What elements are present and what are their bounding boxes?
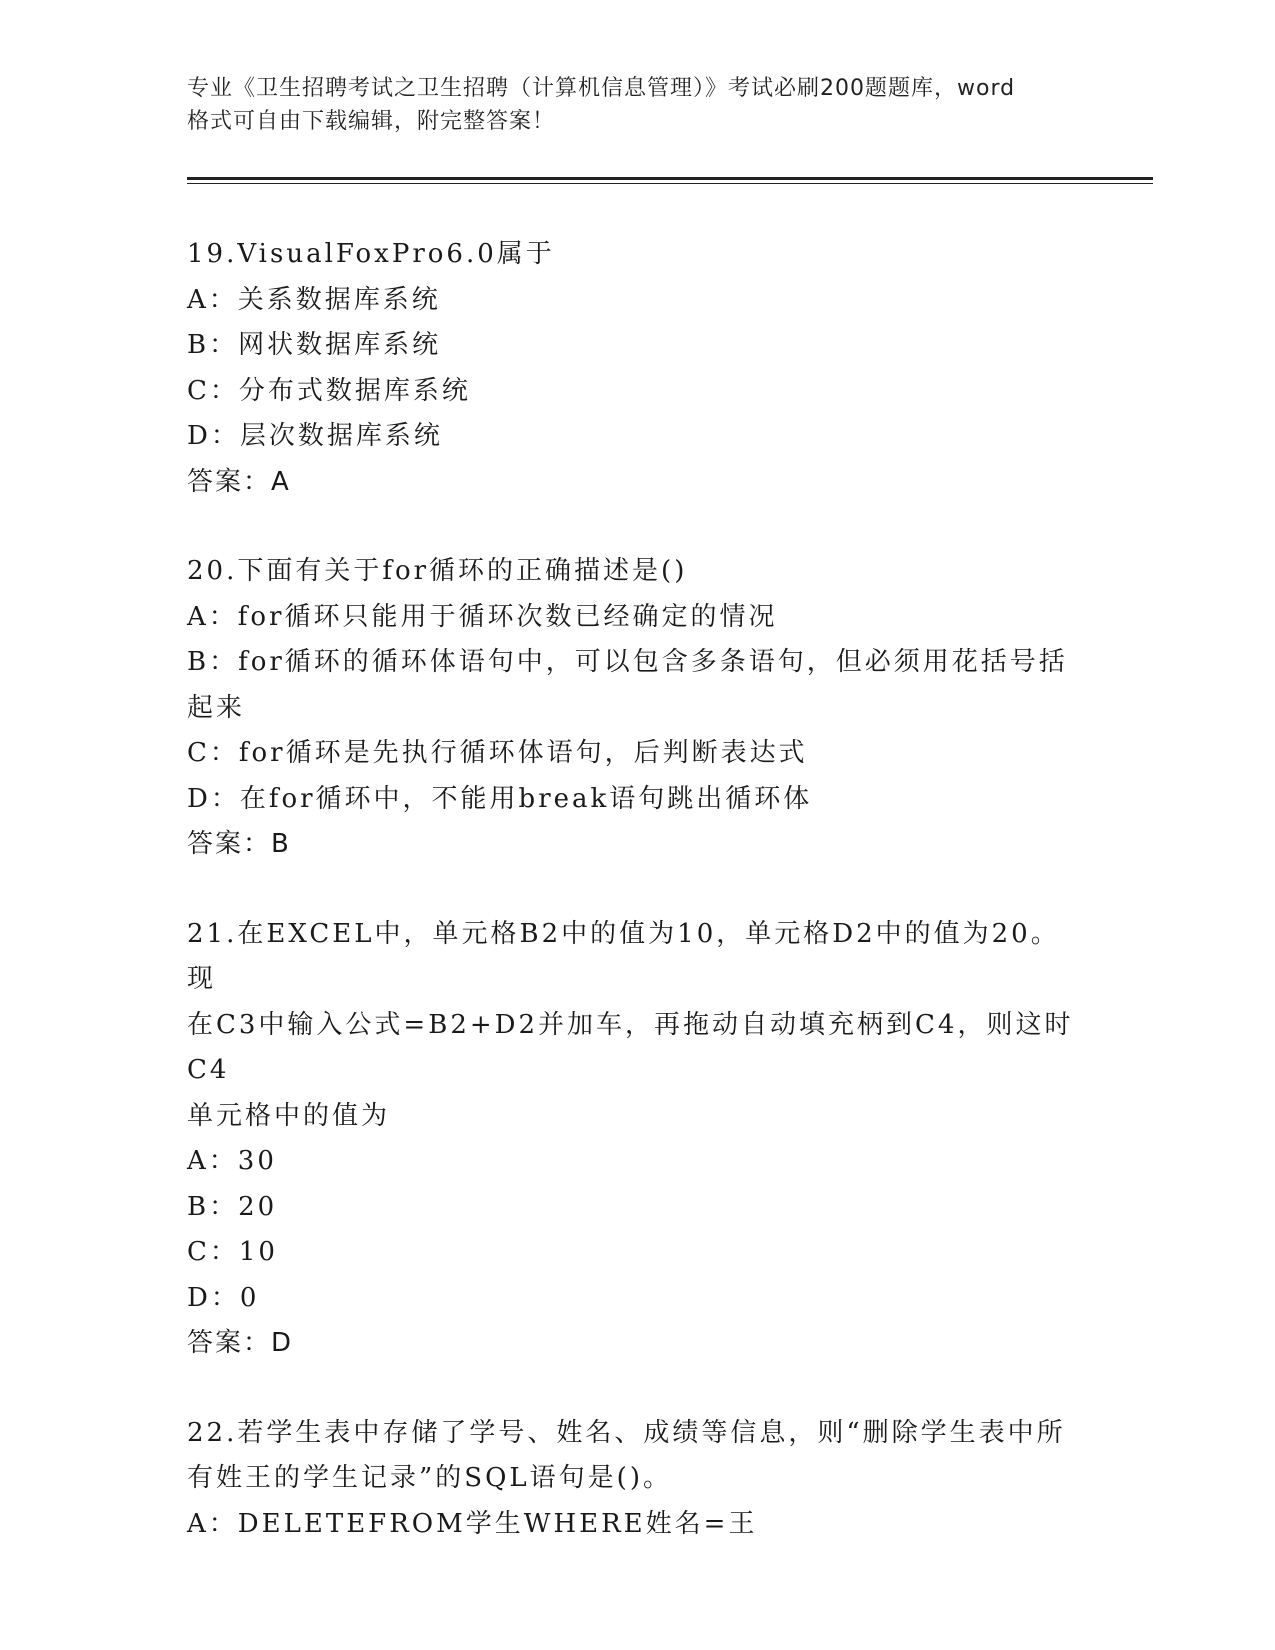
header-title-line-1: 专业《卫生招聘考试之卫生招聘（计算机信息管理）》考试必刷200题题库，word: [187, 76, 1016, 101]
option-b: B：20: [187, 1191, 278, 1222]
question-list: [187, 232, 1077, 1591]
option-b: B：网状数据库系统: [187, 330, 442, 360]
question-stem: 22.若学生表中存储了学号、姓名、成绩等信息，则“删除学生表中所: [187, 1417, 1066, 1448]
option-d: D：0: [187, 1282, 260, 1313]
header-title-line-2: 格式可自由下载编辑，附完整答案！: [187, 109, 556, 134]
option-b-continued: 起来: [187, 692, 246, 723]
option-c: C：10: [187, 1237, 278, 1267]
header-rule-thick: [187, 177, 1153, 180]
option-a: A：30: [187, 1146, 277, 1176]
question-stem: 20.下面有关于for循环的正确描述是(): [187, 556, 688, 586]
option-a: A：关系数据库系统: [187, 284, 441, 315]
option-a: A：for循环只能用于循环次数已经确定的情况: [187, 601, 778, 632]
question-21: [187, 912, 1077, 1367]
header-rule-thin: [187, 183, 1153, 184]
question-stem-continued: 单元格中的值为: [187, 1100, 391, 1131]
option-d: D：层次数据库系统: [187, 421, 443, 451]
answer: 答案：B: [187, 829, 291, 859]
option-c: C：分布式数据库系统: [187, 375, 471, 406]
question-19: [187, 232, 1077, 505]
question-20: [187, 549, 1077, 868]
option-a: A：DELETEFROM学生WHERE姓名=王: [187, 1508, 758, 1539]
question-stem-continued: 有姓王的学生记录”的SQL语句是()。: [187, 1463, 672, 1493]
document-header: [187, 72, 1087, 138]
question-stem-continued: 在C3中输入公式=B2+D2并加车，再拖动自动填充柄到C4，则这时C4: [187, 1009, 1074, 1085]
option-d: D：在for循环中，不能用break语句跳出循环体: [187, 783, 813, 814]
answer: 答案：D: [187, 1328, 294, 1358]
question-22: [187, 1411, 1077, 1548]
answer: 答案：A: [187, 466, 291, 497]
question-stem: 19.VisualFoxPro6.0属于: [187, 239, 555, 269]
option-b: B：for循环的循环体语句中，可以包含多条语句，但必须用花括号括: [187, 647, 1068, 677]
question-stem: 21.在EXCEL中，单元格B2中的值为10，单元格D2中的值为20。现: [187, 918, 1060, 994]
option-c: C：for循环是先执行循环体语句，后判断表达式: [187, 738, 808, 768]
